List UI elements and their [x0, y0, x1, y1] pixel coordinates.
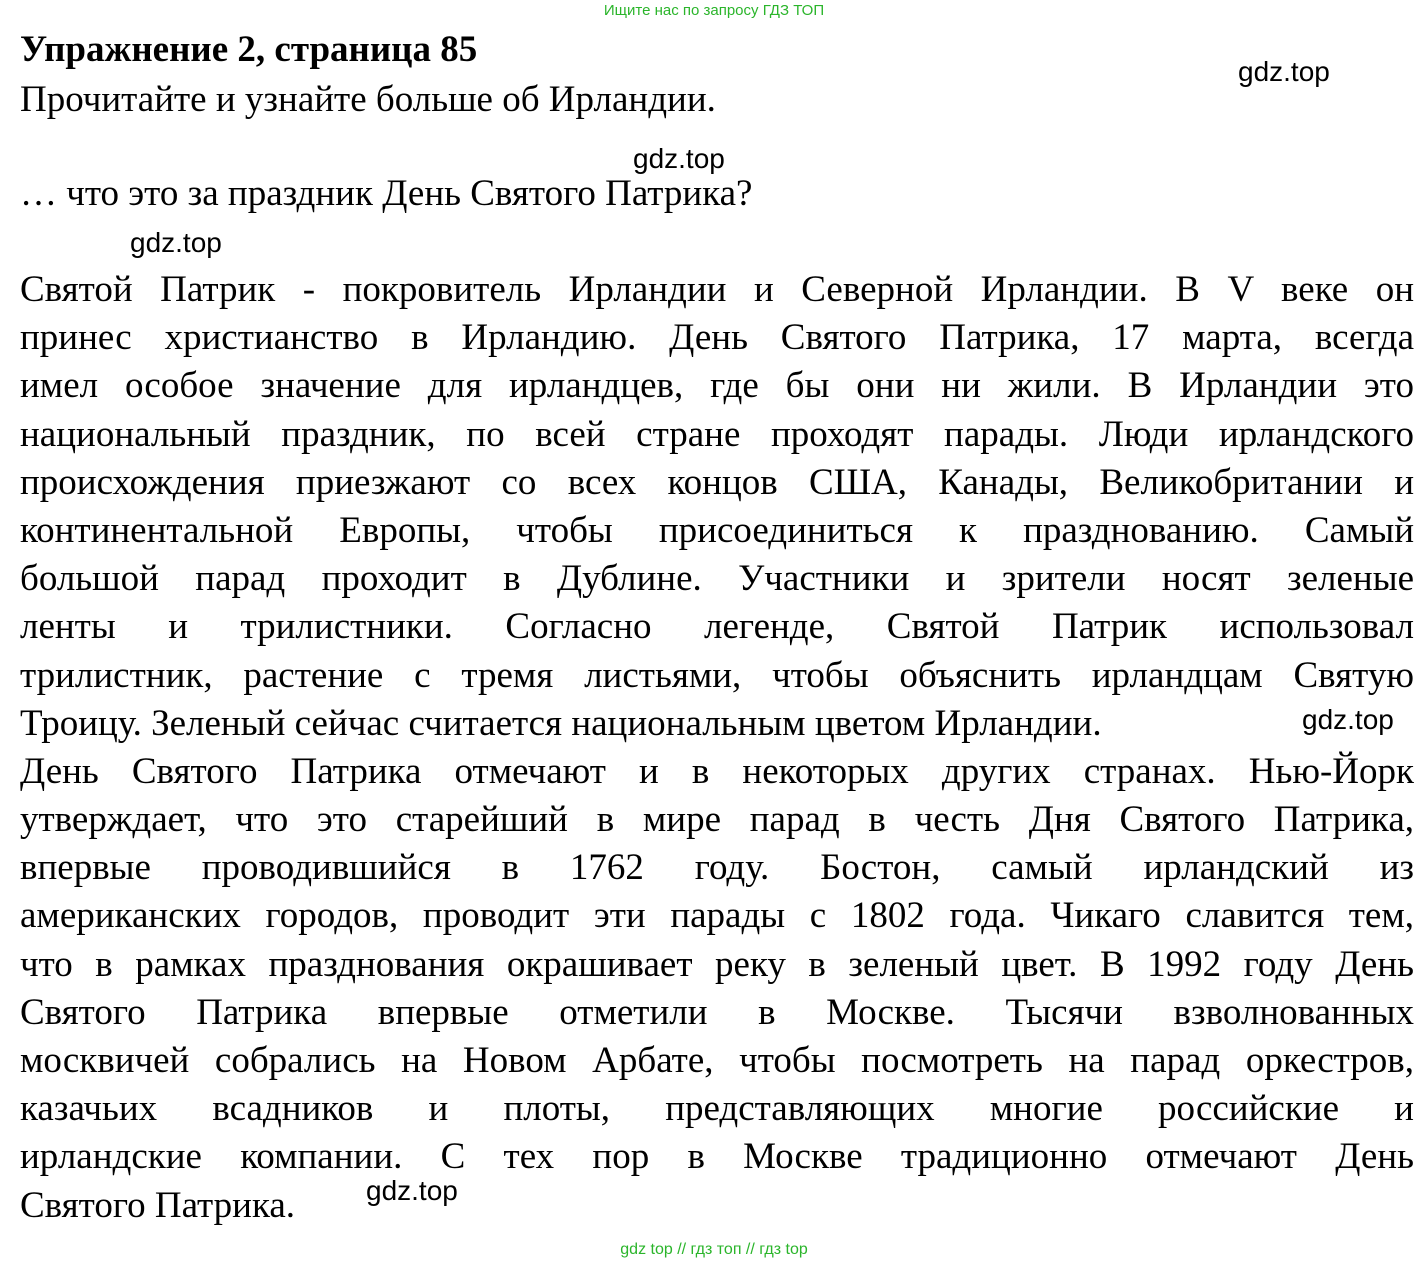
text-line: впервые проводившийся в 1762 году. Бостон, самый ирландский из — [20, 847, 1414, 889]
watermark: gdz.top — [633, 143, 725, 174]
text-line: принес христианство в Ирландию. День Святого Патрика, 17 марта, всегда — [20, 317, 1414, 359]
text-line: День Святого Патрика отмечают и в некоторых других странах. Нью-Йорк — [20, 750, 1414, 792]
exercise-title: Упражнение 2, страница 85 — [20, 29, 478, 70]
text-line: национальный праздник, по всей стране проходят парады. Люди ирландского — [20, 413, 1414, 455]
text-line: утверждает, что это старейший в мире парад в честь Дня Святого Патрика, — [20, 799, 1414, 841]
text-line: американских городов, проводит эти парады с 1802 года. Чикаго славится тем, — [20, 895, 1414, 937]
watermark: gdz.top — [130, 227, 222, 258]
text-line: Святой Патрик - покровитель Ирландии и Северной Ирландии. В V веке он — [20, 269, 1414, 310]
question: … что это за праздник День Святого Патрика? — [20, 173, 753, 214]
watermark: gdz.top — [366, 1175, 458, 1206]
body-text — [20, 266, 1414, 1230]
watermark: gdz.top — [1238, 56, 1330, 87]
text-line: Троицу. Зеленый сейчас считается национальным цветом Ирландии. — [20, 702, 1102, 744]
text-line: Святого Патрика. — [20, 1184, 296, 1226]
top-banner[interactable]: Ищите нас по запросу ГДЗ ТОП — [603, 2, 825, 19]
text-line: москвичей собрались на Новом Арбате, чтобы посмотреть на парад оркестров, — [20, 1040, 1414, 1081]
exercise-subtitle: Прочитайте и узнайте больше об Ирландии. — [20, 79, 716, 120]
text-line: имел особое значение для ирландцев, где бы они ни жили. В Ирландии это — [20, 365, 1414, 407]
text-line: континентальной Европы, чтобы присоединиться к празднованию. Самый — [20, 509, 1414, 551]
text-line: ирландские компании. С тех пор в Москве традиционно отмечают День — [20, 1136, 1414, 1178]
text-line: что в рамках празднования окрашивает реку в зеленый цвет. В 1992 году День — [20, 943, 1414, 985]
text-line: казачьих всадников и плоты, представляющих многие российские и — [20, 1088, 1414, 1130]
footer-links[interactable]: gdz top // гдз топ // гдз top — [620, 1241, 808, 1258]
text-line: происхождения приезжают со всех концов США, Канады, Великобритании и — [20, 461, 1414, 503]
text-line: большой парад проходит в Дублине. Участники и зрители носят зеленые — [20, 558, 1414, 600]
text-line: Святого Патрика впервые отметили в Москве. Тысячи взволнованных — [20, 991, 1414, 1033]
watermark: gdz.top — [1302, 704, 1394, 735]
text-line: ленты и трилистники. Согласно легенде, Святой Патрик использовал — [20, 606, 1414, 648]
text-line: трилистник, растение с тремя листьями, чтобы объяснить ирландцам Святую — [20, 654, 1414, 696]
